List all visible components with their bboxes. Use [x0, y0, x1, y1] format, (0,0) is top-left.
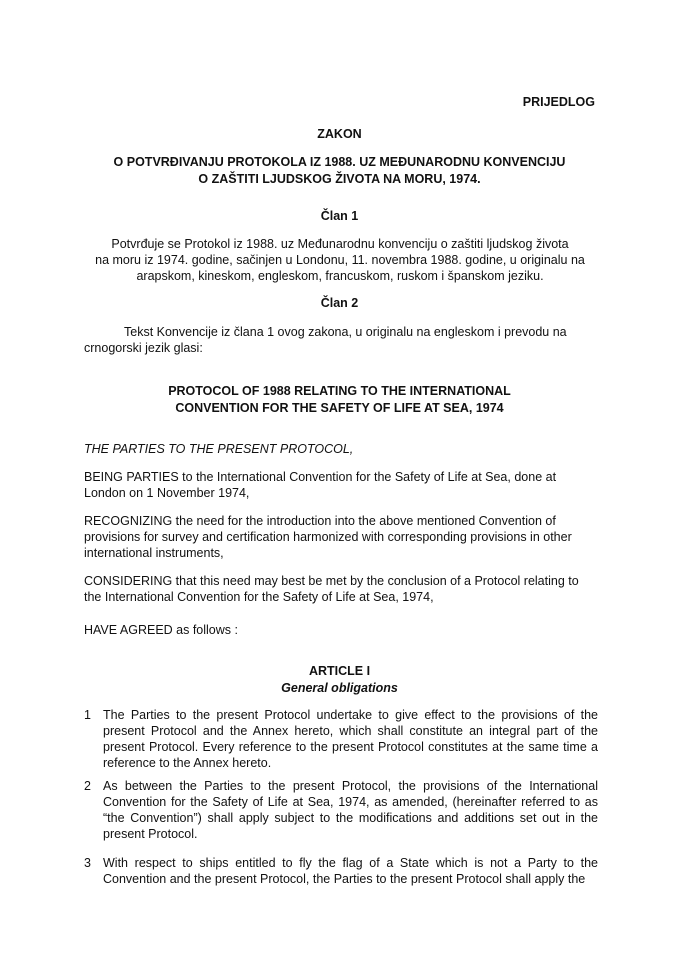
- list-item-number: 1: [84, 708, 91, 722]
- consid-line-1: CONSIDERING that this need may best be met by the conclusion of a Protocol relating to: [84, 574, 579, 588]
- protocol-title-line-2: CONVENTION FOR THE SAFETY OF LIFE AT SEA, 1974: [175, 401, 504, 415]
- list-item: [84, 778, 598, 842]
- article-1-line-3: arapskom, kineskom, engleskom, francuskom, ruskom i španskom jeziku.: [136, 269, 544, 283]
- being-line-1: BEING PARTIES to the International Convention for the Safety of Life at Sea, done at: [84, 470, 557, 484]
- recog-line-1: RECOGNIZING the need for the introduction into the above mentioned Convention of: [84, 514, 556, 528]
- article-i-subheading: General obligations: [281, 681, 398, 695]
- article-2-line-1: Tekst Konvencije iz člana 1 ovog zakona, u originalu na engleskom i prevodu na: [124, 325, 567, 339]
- article-1-heading: Član 1: [320, 209, 359, 223]
- list-item-text: As between the Parties to the present Protocol, the provisions of the International Convention for the Safety of Life at Sea, 1974, as amended, (hereinafter referred to as “the Convention”) shall apply subject to the modifications and additions set out in the present Protocol.: [103, 779, 598, 841]
- law-title-line-2: O ZAŠTITI LJUDSKOG ŽIVOTA NA MORU, 1974.: [198, 172, 481, 186]
- recog-line-2: provisions for survey and certification harmonized with corresponding provisions in other: [84, 530, 572, 544]
- prijedlog-label: PRIJEDLOG: [522, 95, 595, 109]
- law-title: [0, 154, 679, 188]
- article-i-heading-block: [0, 663, 679, 697]
- article-2-heading: Član 2: [320, 296, 359, 310]
- article-i-heading: ARTICLE I: [308, 664, 371, 678]
- recognizing-paragraph: [84, 513, 604, 561]
- list-item-number: 3: [84, 856, 91, 870]
- being-line-2: London on 1 November 1974,: [84, 486, 250, 500]
- list-item-number: 2: [84, 779, 91, 793]
- consid-line-2: the International Convention for the Safety of Life at Sea, 1974,: [84, 590, 434, 604]
- law-title-line-1: O POTVRĐIVANJU PROTOKOLA IZ 1988. UZ MEĐUNARODNU KONVENCIJU: [113, 155, 566, 169]
- law-heading: ZAKON: [317, 127, 362, 141]
- article-2-text: [84, 324, 596, 356]
- protocol-title: [0, 383, 679, 417]
- list-item-text: With respect to ships entitled to fly the flag of a State which is not a Party to the Convention and the present Protocol, the Parties to the present Protocol shall apply the: [103, 856, 598, 886]
- article-1-text: [84, 236, 596, 284]
- list-item: [84, 855, 598, 887]
- list-item: [84, 707, 598, 771]
- being-parties-paragraph: [84, 469, 604, 501]
- have-agreed-line: HAVE AGREED as follows :: [84, 623, 238, 637]
- considering-paragraph: [84, 573, 604, 605]
- list-item-text: The Parties to the present Protocol undertake to give effect to the provisions of the present Protocol and the Annex hereto, which shall constitute an integral part of the present Protocol. Every reference to the present Protocol constitutes at the same time a reference to the Annex hereto.: [103, 708, 598, 770]
- article-1-line-1: Potvrđuje se Protokol iz 1988. uz Međunarodnu konvenciju o zaštiti ljudskog života: [111, 237, 569, 251]
- article-2-line-2: crnogorski jezik glasi:: [84, 341, 203, 355]
- recog-line-3: international instruments,: [84, 546, 224, 560]
- parties-preamble: THE PARTIES TO THE PRESENT PROTOCOL,: [84, 442, 354, 456]
- article-1-line-2: na moru iz 1974. godine, sačinjen u Londonu, 11. novembra 1988. godine, u originalu na: [95, 253, 585, 267]
- protocol-title-line-1: PROTOCOL OF 1988 RELATING TO THE INTERNATIONAL: [168, 384, 511, 398]
